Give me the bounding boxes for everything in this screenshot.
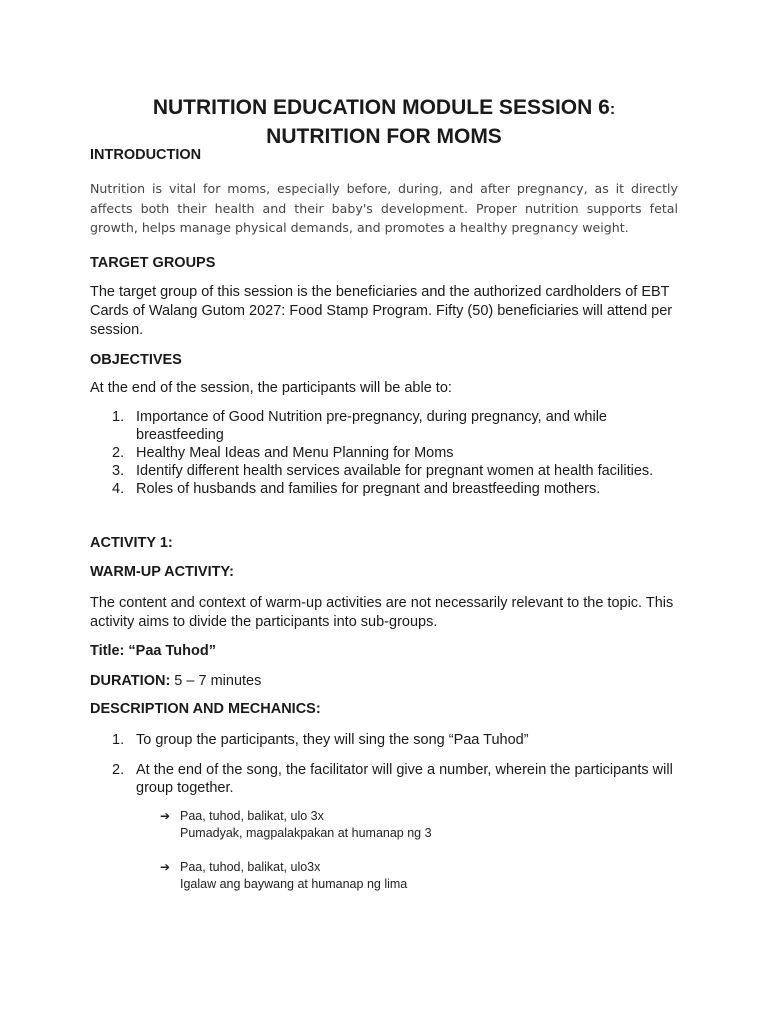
list-item: 1. Importance of Good Nutrition pre-pregnancy, during pregnancy, and while breastfeeding <box>112 409 607 443</box>
list-item: 3. Identify different health services available for pregnant women at health facilities. <box>112 463 654 479</box>
title-line-1: NUTRITION EDUCATION MODULE SESSION 6 <box>152 96 610 119</box>
list-item: ➔ Paa, tuhod, balikat, ulo 3x Pumadyak, magpalakpakan at humanap ng 3 <box>160 809 432 840</box>
activity-heading: ACTIVITY 1: <box>90 535 173 551</box>
duration-line <box>90 672 678 691</box>
mechanics-heading: DESCRIPTION AND MECHANICS: <box>90 701 321 717</box>
page-title <box>90 94 678 150</box>
activity-title: Title: “Paa Tuhod” <box>90 643 216 659</box>
arrow-icon: ➔ <box>160 860 171 874</box>
duration-value: 5 – 7 minutes <box>170 673 262 689</box>
objectives-list <box>112 408 678 498</box>
target-groups-heading: TARGET GROUPS <box>90 255 216 271</box>
list-item: 4. Roles of husbands and families for pregnant and breastfeeding mothers. <box>112 481 601 497</box>
list-item: 1. To group the participants, they will sing the song “Paa Tuhod” <box>112 732 529 748</box>
list-item: 2. Healthy Meal Ideas and Menu Planning for Moms <box>112 445 454 461</box>
objectives-intro: At the end of the session, the participants will be able to: <box>90 380 452 396</box>
objectives-heading: OBJECTIVES <box>90 352 182 368</box>
warmup-heading: WARM-UP ACTIVITY: <box>90 564 234 580</box>
arrow-icon: ➔ <box>160 809 171 823</box>
list-item: 2. At the end of the song, the facilitator will give a number, wherein the participants will group together. <box>112 762 673 796</box>
title-colon: : <box>609 101 616 118</box>
warmup-text: The content and context of warm-up activities are not necessarily relevant to the topic. This activity aims to divide the participants into sub-groups. <box>90 595 674 630</box>
mechanics-list <box>112 731 678 809</box>
title-line-2: NUTRITION FOR MOMS <box>266 125 502 148</box>
introduction-text: Nutrition is vital for moms, especially before, during, and after pregnancy, as it directly affects both their health and their baby's development. Proper nutrition supports fetal growth, helps manage physical demands, and promotes a healthy pregnancy weight. <box>90 181 678 235</box>
duration-label: DURATION: <box>90 673 171 689</box>
song-lines <box>160 808 660 910</box>
introduction-heading: INTRODUCTION <box>90 147 202 163</box>
list-item: ➔ Paa, tuhod, balikat, ulo3x Igalaw ang baywang at humanap ng lima <box>160 860 408 891</box>
target-groups-text: The target group of this session is the beneficiaries and the authorized cardholders of EBT Cards of Walang Gutom 2027: Food Stamp Program. Fifty (50) beneficiaries will attend per session. <box>90 284 673 338</box>
